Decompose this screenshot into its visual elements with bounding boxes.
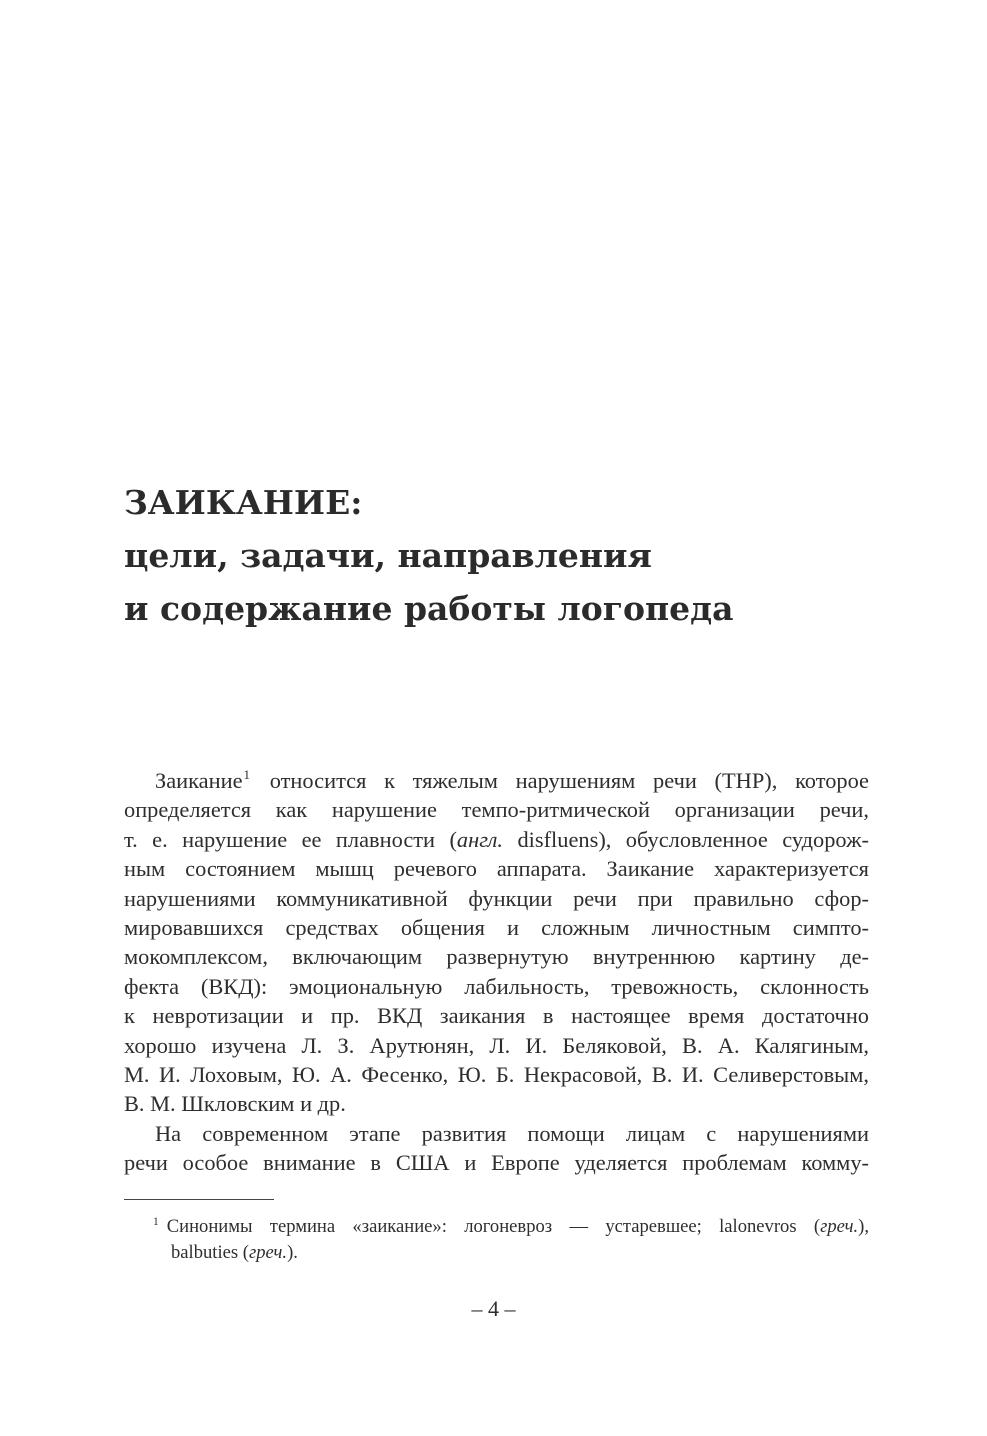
text-line: нарушениями коммуникативной функции речи при правильно сфор- (124, 885, 869, 911)
footnote (153, 1214, 869, 1266)
body-text (124, 766, 869, 1177)
chapter-title-line-1: ЗАИКАНИЕ: (124, 483, 363, 522)
chapter-title-line-2: цели, задачи, направления (124, 536, 652, 575)
text-line: На современном этапе развития помощи лицам с нарушениями (155, 1120, 869, 1146)
footnote-ref[interactable]: 1 (243, 767, 251, 782)
text-line: определяется как нарушение темпо-ритмической организации речи, (124, 797, 869, 823)
text-line: к невротизации и пр. ВКД заикания в настоящее время достаточно (124, 1003, 869, 1029)
paragraph-1 (124, 766, 869, 1119)
text-line: М. И. Лоховым, Ю. А. Фесенко, Ю. Б. Некрасовой, В. И. Селиверстовым, (124, 1061, 869, 1087)
footnote-divider (124, 1199, 274, 1200)
page-number: – 4 – (471, 1296, 516, 1321)
text-line: В. М. Шкловским и др. (124, 1091, 346, 1117)
text-line: фекта (ВКД): эмоциональную лабильность, тревожность, склонность (124, 973, 869, 999)
footnote-line: $^1$ Синонимы термина «заикание»: логоневроз — устаревшее; lalonevros (греч.), (153, 1216, 869, 1237)
text-line: Заикание$^1$ относится к тяжелым нарушениям речи (ТНР), которое (155, 767, 869, 793)
text-line: хорошо изучена Л. З. Арутюнян, Л. И. Беляковой, В. А. Калягиным, (124, 1032, 869, 1058)
footnote-line: balbuties (греч.). (171, 1242, 298, 1263)
text-line: ным состоянием мышц речевого аппарата. Заикание характеризуется (124, 856, 869, 882)
chapter-title-line-3: и содержание работы логопеда (124, 589, 734, 628)
text-line: т. е. нарушение ее плавности (англ. disfluens), обусловленное судорож- (124, 826, 869, 852)
chapter-title (124, 476, 884, 635)
paragraph-2 (124, 1119, 869, 1178)
text-line: речи особое внимание в США и Европе уделяется проблемам комму- (124, 1150, 869, 1176)
text-line: мокомплексом, включающим развернутую внутреннюю картину де- (124, 944, 869, 970)
footnote-marker: 1 (153, 1216, 159, 1228)
text-line: мировавшихся средствах общения и сложным личностным симпто- (124, 914, 869, 940)
